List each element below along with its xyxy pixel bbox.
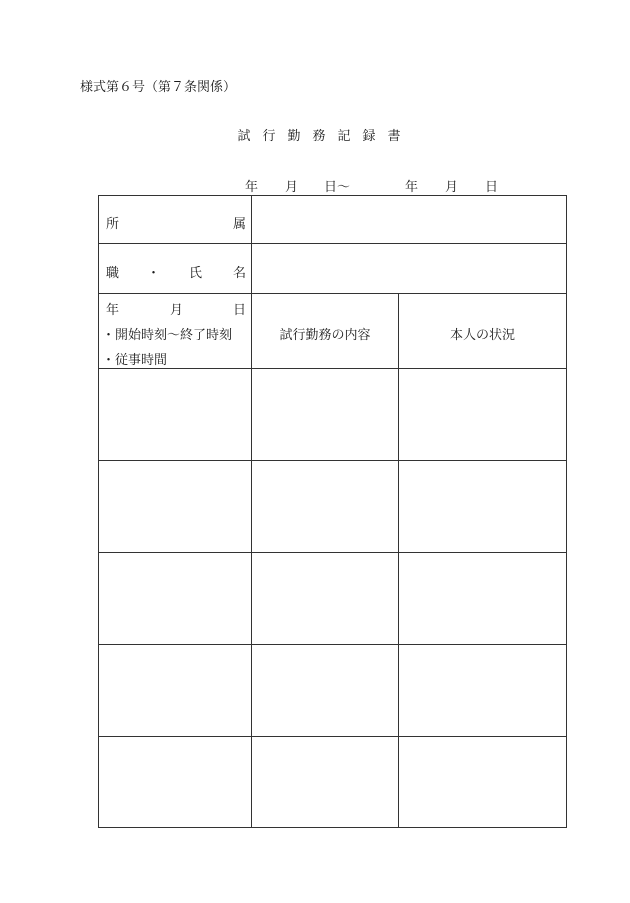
date-header-month: 月 [170,303,184,318]
period-start-month: 月 [285,180,299,195]
row-divider [99,293,566,294]
period-end-month: 月 [445,180,459,195]
period-start-year: 年 [245,180,259,195]
row-divider [99,552,566,553]
period-end-year: 年 [405,180,419,195]
affiliation-label-1: 所 [106,217,120,232]
date-header-year: 年 [106,303,120,318]
column-divider [398,293,399,827]
affiliation-label-2: 属 [233,217,247,232]
row-divider [99,460,566,461]
name-label-3: 名 [233,266,247,281]
date-header-day: 日 [233,303,247,318]
column-divider [251,196,252,827]
status-header: 本人の状況 [449,328,515,343]
name-label-dot: ・ [147,266,161,281]
name-label-1: 職 [106,266,120,281]
period-start-day: 日～ [324,180,351,195]
row-divider [99,644,566,645]
document-title: 試行勤務記録書 [237,129,413,144]
row-divider [99,368,566,369]
start-end-time-label: ・開始時刻～終了時刻 [102,328,233,343]
record-table [98,195,567,828]
form-number: 様式第６号（第７条関係） [80,80,237,95]
row-divider [99,736,566,737]
content-header: 試行勤務の内容 [279,328,371,343]
row-divider [99,243,566,244]
period-end-day: 日 [485,180,499,195]
name-label-2: 氏 [189,266,203,281]
work-hours-label: ・従事時間 [102,353,168,368]
